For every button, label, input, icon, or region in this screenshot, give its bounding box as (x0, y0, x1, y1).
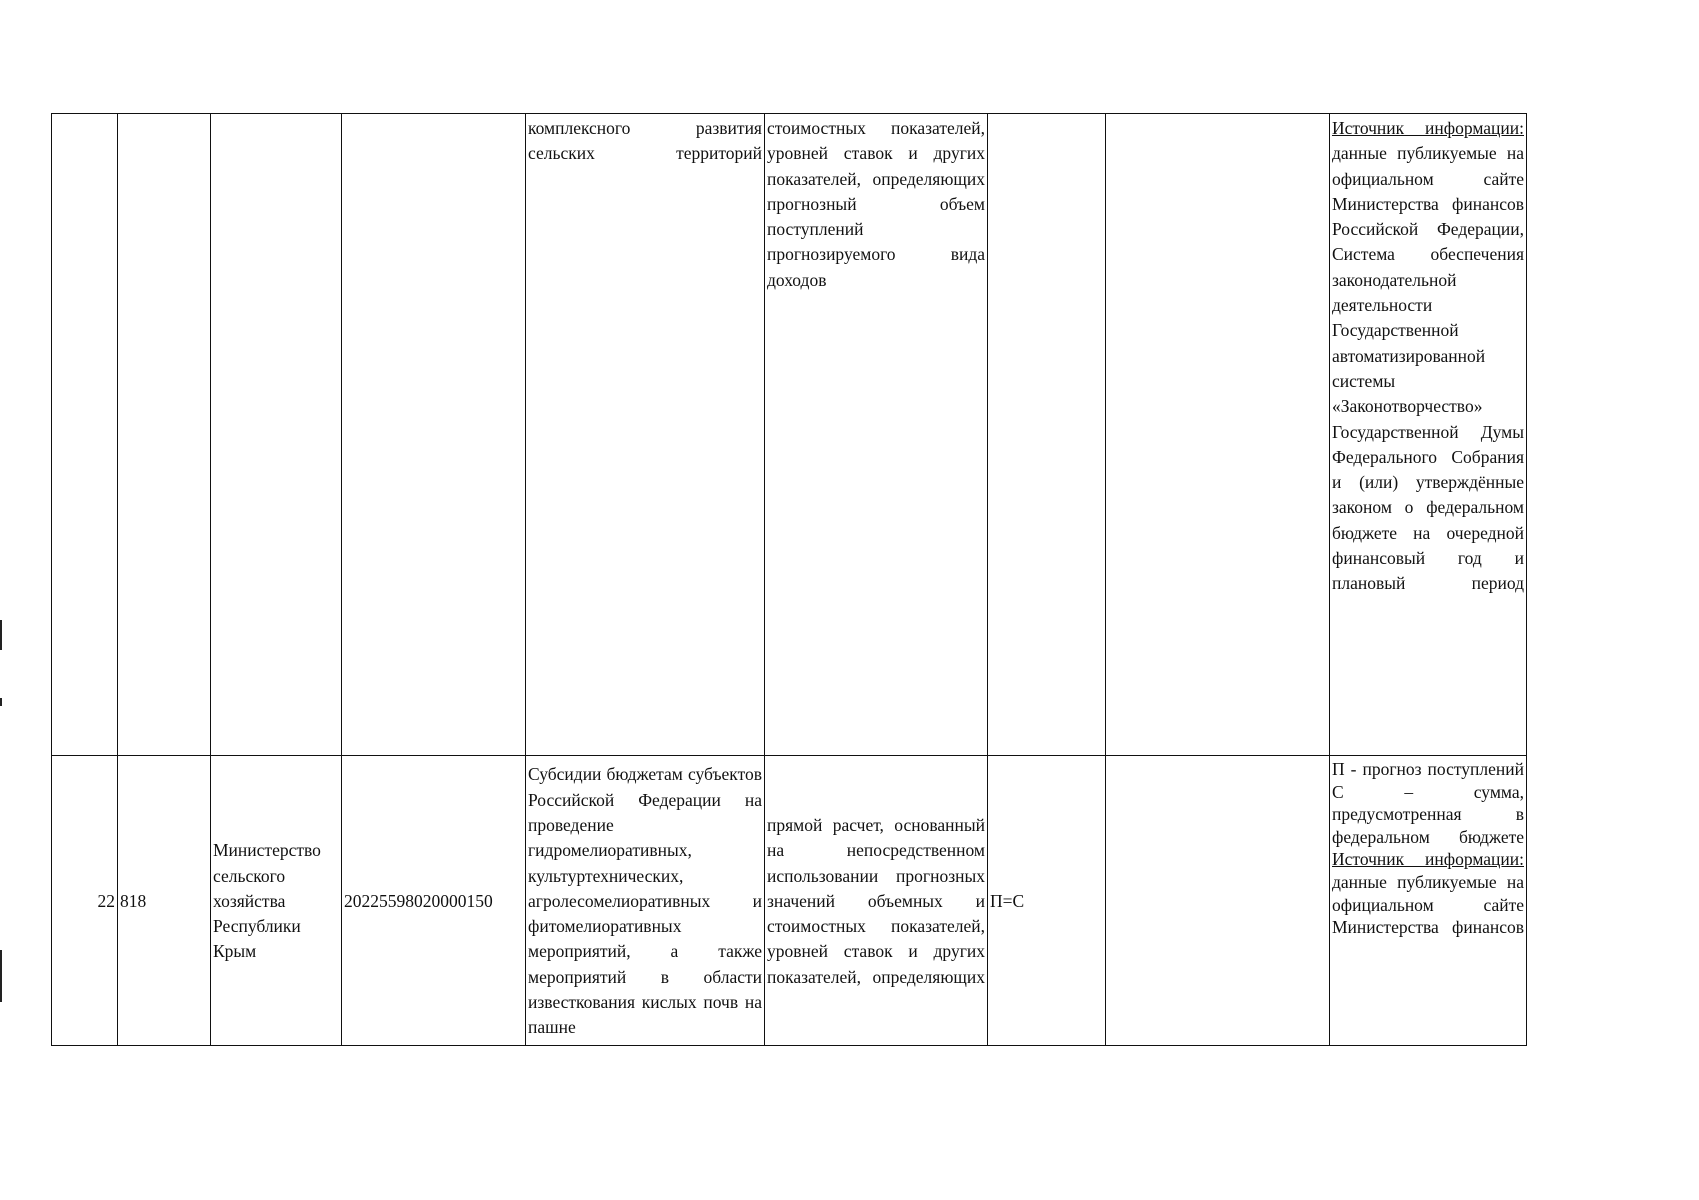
algorithm-cell (1106, 114, 1330, 756)
administrator-cell (211, 114, 342, 756)
forecast-method-cell: прямой расчет, основанный на непосредственном использовании прогнозных значений объемных и стоимостных показателей, уровней ставок и других показателей, определяющих (765, 756, 988, 1046)
formula-cell (988, 114, 1106, 756)
scan-mark (0, 698, 2, 706)
revenue-name-cell: Субсидии бюджетам субъектов Российской Федерации на проведение гидромелиоративных, культуртехнических, агролесомелиоративных и фитомелиоративных мероприятий, а также мероприятий в области известкования кислых почв на пашне (526, 756, 765, 1046)
source-label: Источник информации: (1332, 849, 1524, 870)
scan-mark (0, 620, 2, 650)
scan-mark (0, 950, 2, 1002)
description-cell (1330, 756, 1527, 1046)
administrator-cell: Министерство сельского хозяйства Республики Крым (211, 756, 342, 1046)
algorithm-cell (1106, 756, 1330, 1046)
description-cell (1330, 114, 1527, 756)
source-text: данные публикуемые на официальном сайте Министерства финансов Российской Федерации, Система обеспечения законодательной деятельности Государственной автоматизированной системы «Законотворчество» Государственной Думы Федерального Собрания и (или) утверждённые законом о федеральном бюджете на очередной финансовый год и плановый период (1332, 143, 1524, 594)
kbk-code-cell: 20225598020000150 (342, 756, 526, 1046)
source-label: Источник информации: (1332, 118, 1524, 138)
admin-code-cell: 818 (118, 756, 211, 1046)
forecast-method-cell: стоимостных показателей, уровней ставок и других показателей, определяющих прогнозный объем поступлений прогнозируемого вида доходов (765, 114, 988, 756)
row-number-cell (52, 114, 118, 756)
revenue-name-cell: комплексного развития сельских территорий (526, 114, 765, 756)
forecast-symbol-desc: П - прогноз поступлений (1332, 759, 1524, 779)
table-row (52, 756, 1527, 1046)
formula-cell: П=С (988, 756, 1106, 1046)
sum-symbol-desc: С – сумма, предусмотренная в федеральном бюджете (1332, 781, 1524, 847)
table-row (52, 114, 1527, 756)
revenue-forecast-table (51, 113, 1527, 1046)
row-number-cell: 22 (52, 756, 118, 1046)
kbk-code-cell (342, 114, 526, 756)
admin-code-cell (118, 114, 211, 756)
source-text: данные публикуемые на официальном сайте Министерства финансов (1332, 871, 1524, 938)
